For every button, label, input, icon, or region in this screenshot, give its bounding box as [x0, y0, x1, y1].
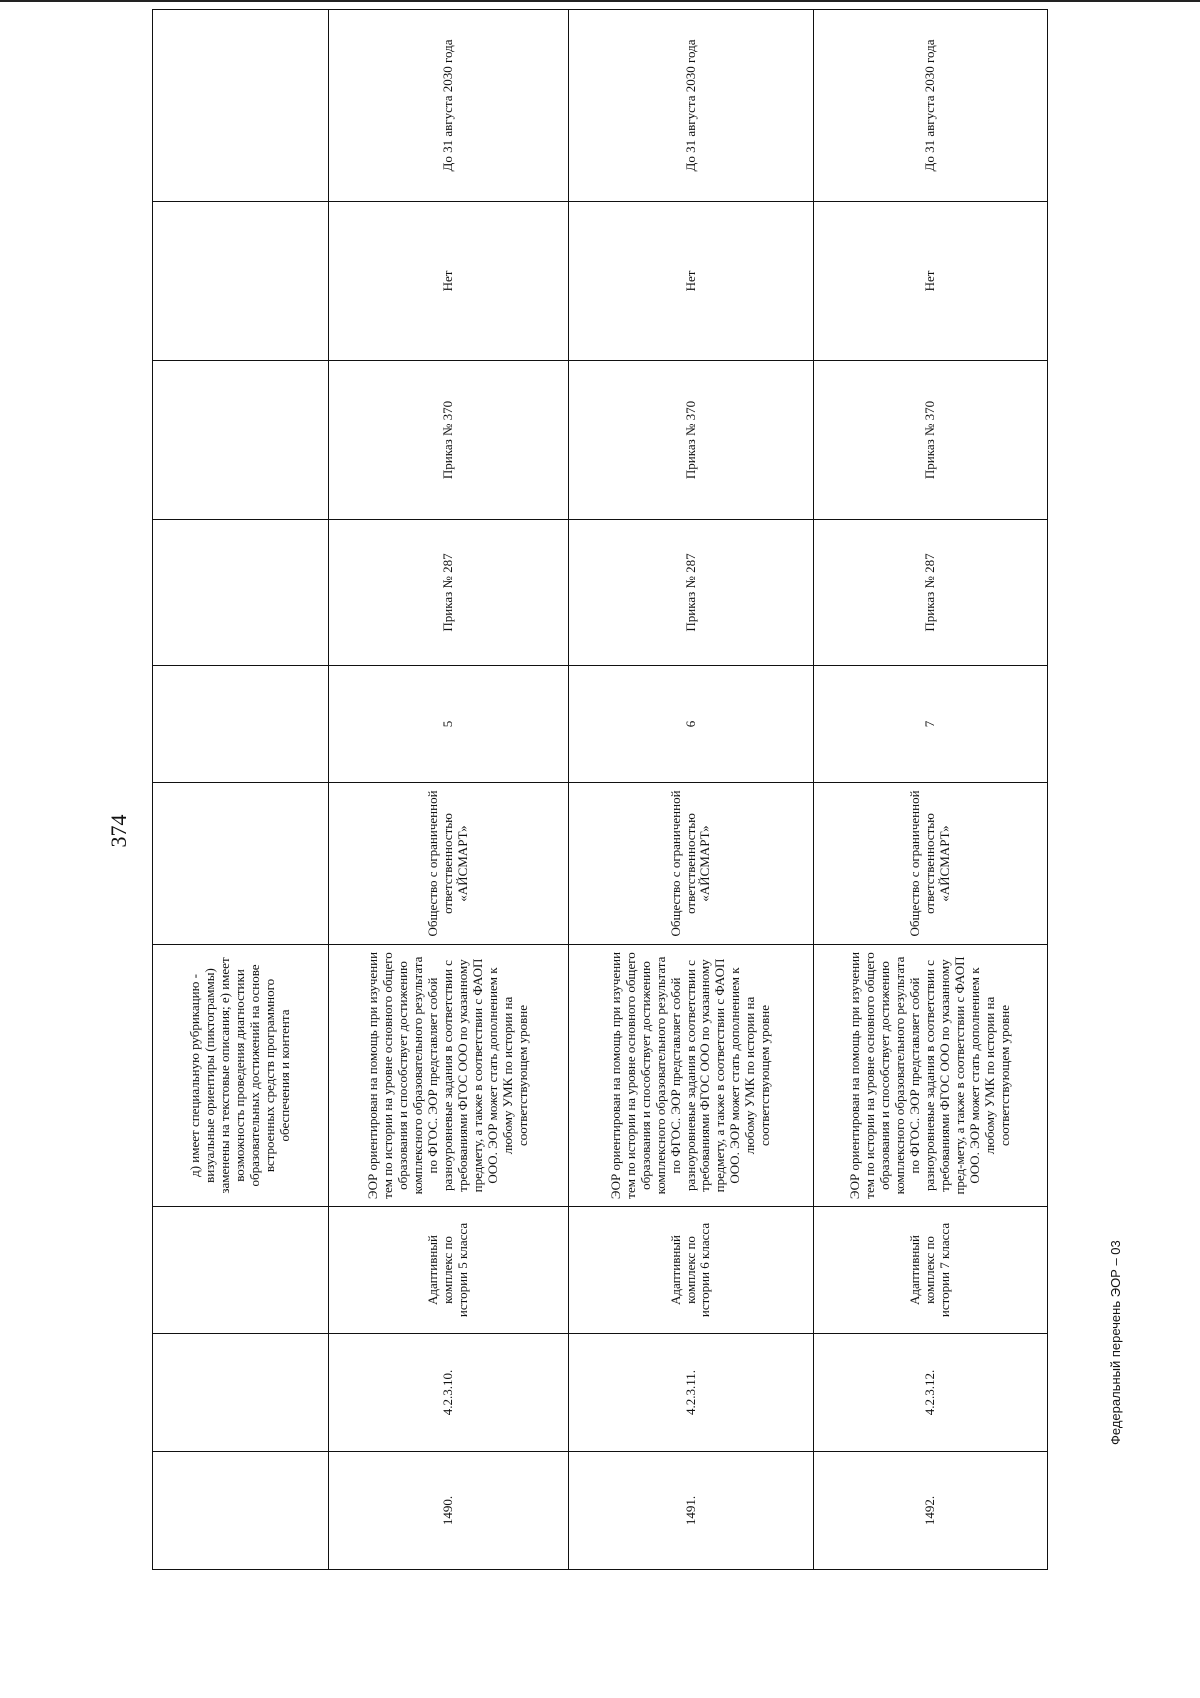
resource-name: Адаптивный комплекс по истории 6 класса — [569, 1207, 814, 1334]
order-287: Приказ № 287 — [329, 520, 569, 666]
cell-empty — [153, 202, 329, 361]
row-number: 1492. — [814, 1452, 1048, 1570]
order-287: Приказ № 287 — [814, 520, 1048, 666]
flag-value: Нет — [329, 202, 569, 361]
row-number: 1490. — [329, 1452, 569, 1570]
eor-table-rotated — [152, 39, 1047, 1570]
organization: Общество с ограниченной ответственностью «АЙСМАРТ» — [329, 783, 569, 945]
row-code: 4.2.3.11. — [569, 1334, 814, 1452]
grade: 6 — [569, 666, 814, 783]
row-code: 4.2.3.12. — [814, 1334, 1048, 1452]
valid-until: До 31 августа 2030 года — [569, 10, 814, 202]
order-370: Приказ № 370 — [569, 361, 814, 520]
table-row — [569, 10, 814, 1570]
resource-name: Адаптивный комплекс по истории 5 класса — [329, 1207, 569, 1334]
organization: Общество с ограниченной ответственностью «АЙСМАРТ» — [569, 783, 814, 945]
resource-description: ЭОР ориентирован на помощь при изучении тем по истории на уровне основного общего образования и способствует достижению комплексного образовательного результата по ФГОС. ЭОР представляет собой разноуровневые задания в соответствии с требованиями ФГОС ООО по указанному пред-мету, а также в соответствии с ФАОП ООО. ЭОР может стать дополнением к любому УМК по истории на соответствующем уровне — [814, 945, 1048, 1207]
flag-value: Нет — [814, 202, 1048, 361]
cell-empty — [153, 10, 329, 202]
table-row — [329, 10, 569, 1570]
footer-text: Федеральный перечень ЭОР – 03 — [1108, 1240, 1123, 1445]
order-370: Приказ № 370 — [814, 361, 1048, 520]
flag-value: Нет — [569, 202, 814, 361]
table-row-continuation — [153, 10, 329, 1570]
organization: Общество с ограниченной ответственностью «АЙСМАРТ» — [814, 783, 1048, 945]
cell-empty — [153, 1334, 329, 1452]
continuation-description: д) имеет специальную рубрикацию - визуальные ориентиры (пиктограммы) заменены на текстовые описания; е) имеет возможность проведения диагностики образовательных достижений на основе встроенных средств программного обеспечения и контента — [153, 945, 329, 1207]
cell-empty — [153, 520, 329, 666]
valid-until: До 31 августа 2030 года — [814, 10, 1048, 202]
valid-until: До 31 августа 2030 года — [329, 10, 569, 202]
cell-empty — [153, 1207, 329, 1334]
table-row — [814, 10, 1048, 1570]
resource-description: ЭОР ориентирован на помощь при изучении тем по истории на уровне основного общего образования и способствует достижению комплексного образовательного результата по ФГОС. ЭОР представляет собой разноуровневые задания в соответствии с требованиями ФГОС ООО по указанному предмету, а также в соответствии с ФАОП ООО. ЭОР может стать дополнением к любому УМК по истории на соответствующем уровне — [329, 945, 569, 1207]
cell-empty — [153, 666, 329, 783]
scan-top-edge — [0, 0, 1200, 2]
grade: 5 — [329, 666, 569, 783]
eor-table — [152, 9, 1048, 1570]
order-370: Приказ № 370 — [329, 361, 569, 520]
cell-empty — [153, 361, 329, 520]
page-number: 374 — [106, 814, 131, 848]
order-287: Приказ № 287 — [569, 520, 814, 666]
row-number: 1491. — [569, 1452, 814, 1570]
cell-empty — [153, 783, 329, 945]
resource-description: ЭОР ориентирован на помощь при изучении тем по истории на уровне основного общего образования и способствует достижению комплексного образовательного результата по ФГОС. ЭОР представляет собой разноуровневые задания в соответствии с требованиями ФГОС ООО по указанному предмету, а также в соответствии с ФАОП ООО. ЭОР может стать дополнением к любому УМК по истории на соответствующем уровне — [569, 945, 814, 1207]
grade: 7 — [814, 666, 1048, 783]
cell-empty — [153, 1452, 329, 1570]
resource-name: Адаптивный комплекс по истории 7 класса — [814, 1207, 1048, 1334]
row-code: 4.2.3.10. — [329, 1334, 569, 1452]
